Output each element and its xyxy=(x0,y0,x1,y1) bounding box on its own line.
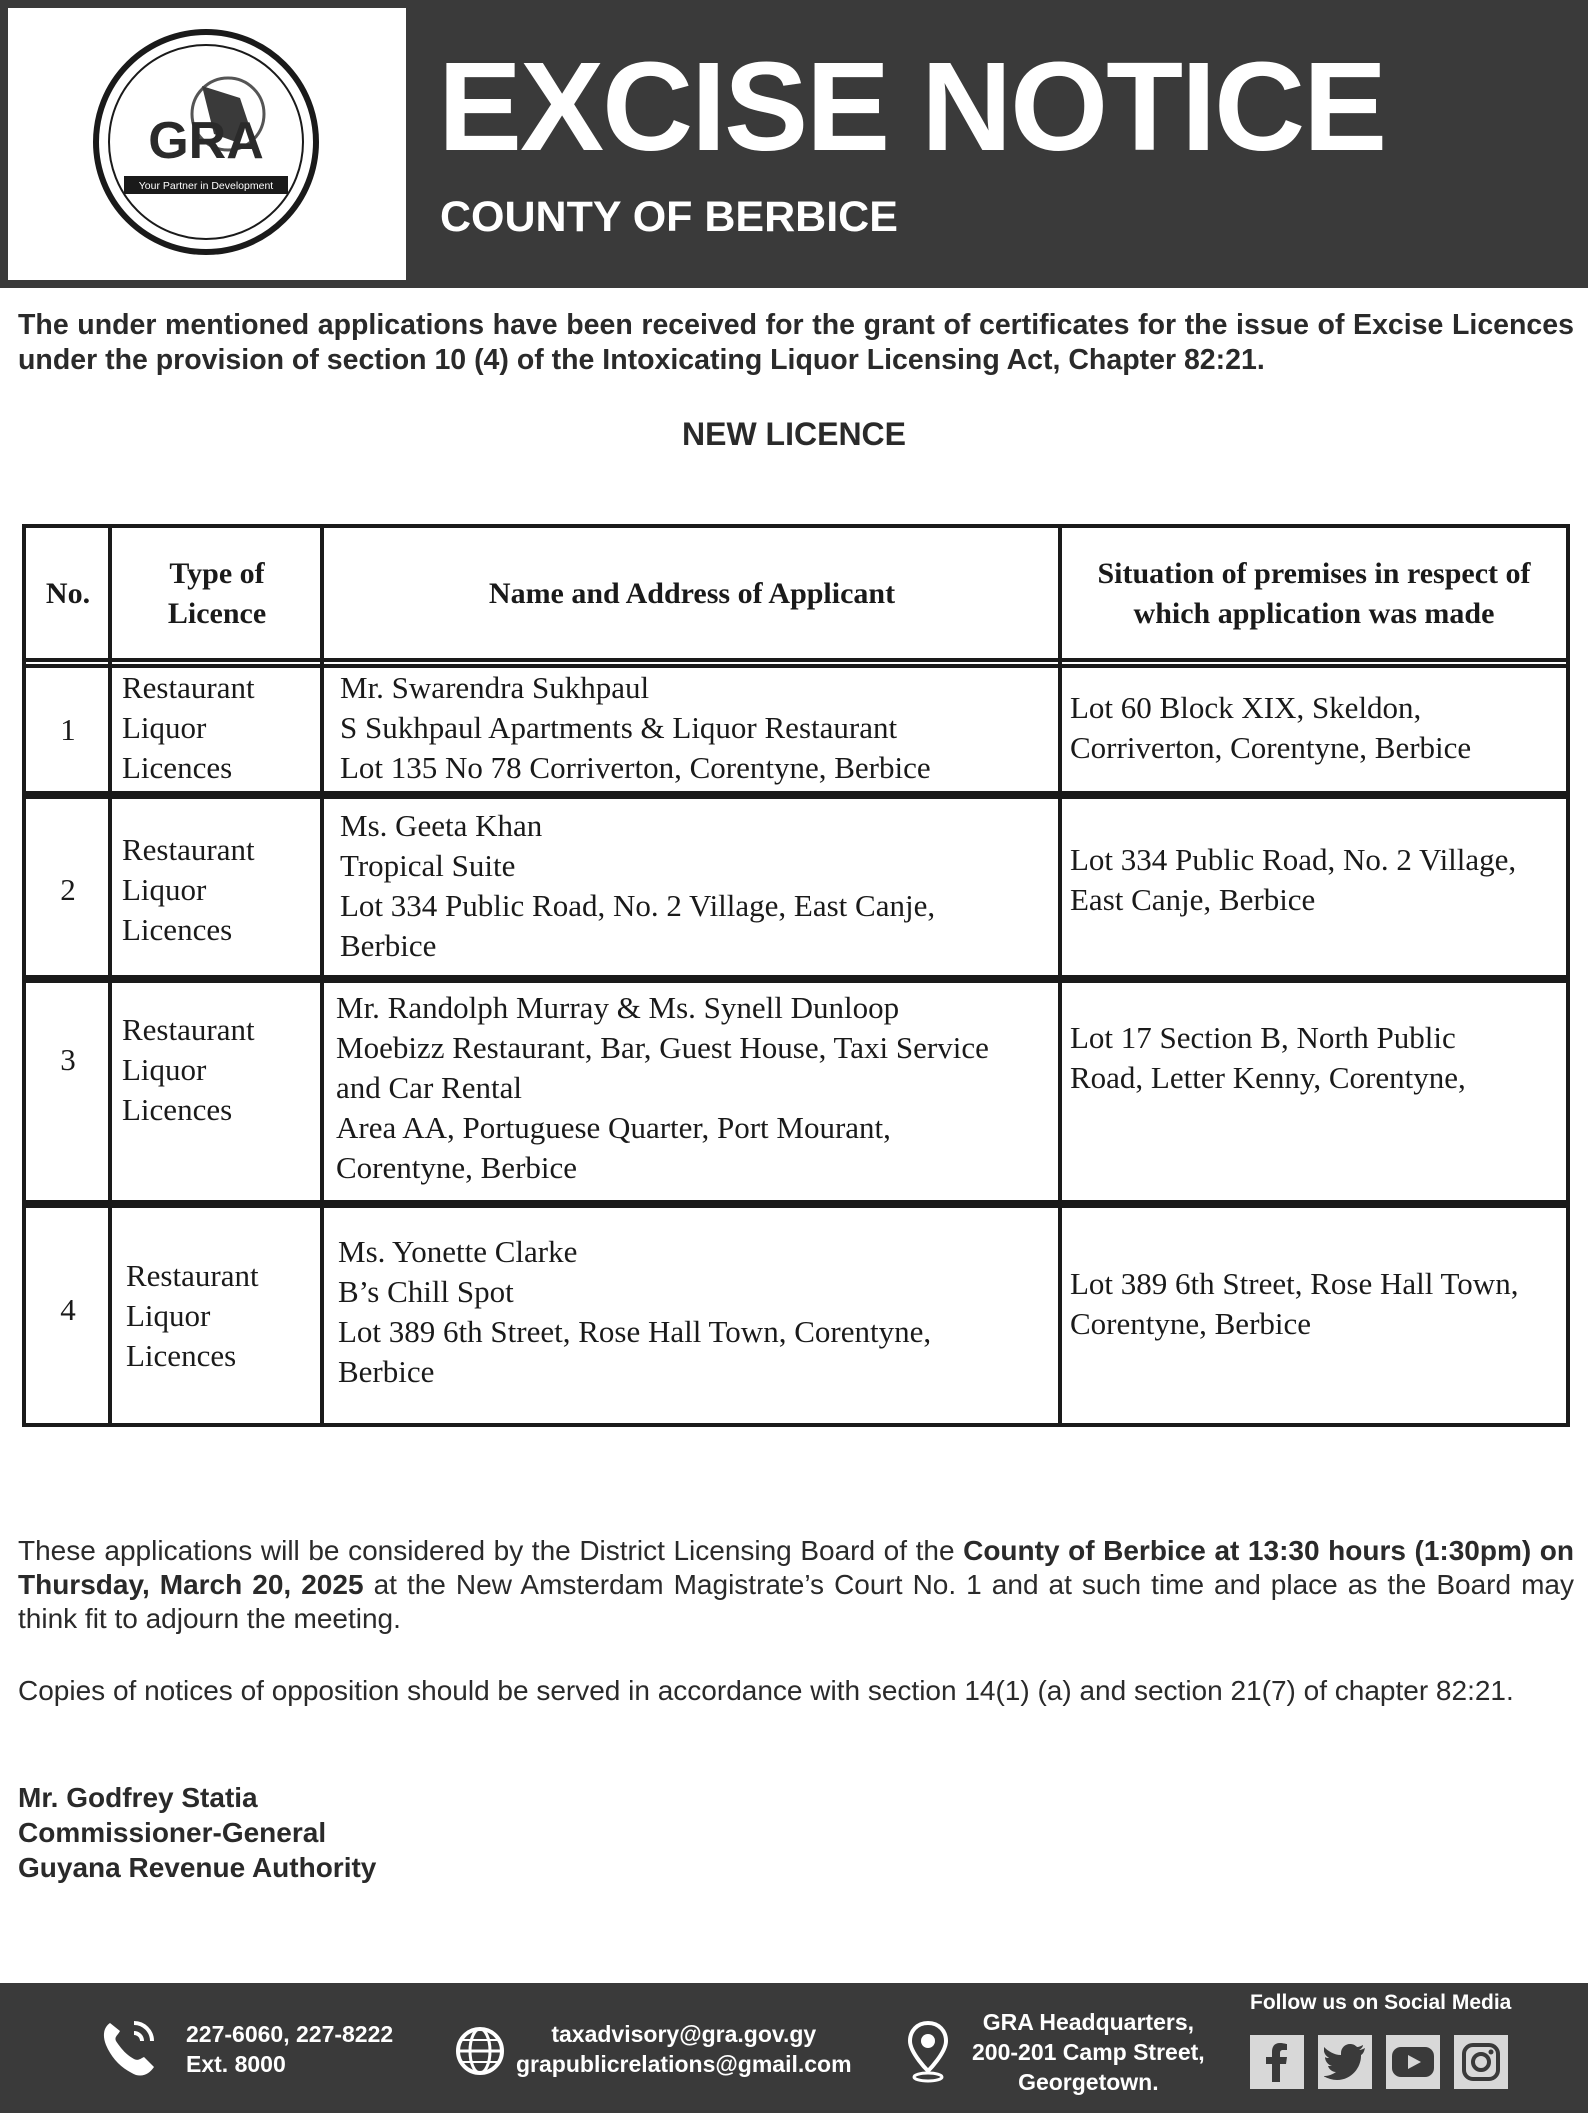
row-4-applicant-line: B’s Chill Spot xyxy=(338,1274,514,1309)
page-title: EXCISE NOTICE xyxy=(438,36,1386,177)
footer-address xyxy=(972,2007,1205,2097)
row-3-applicant-line: Moebizz Restaurant, Bar, Guest House, Taxi Service xyxy=(336,1030,989,1065)
row-3-applicant-line: and Car Rental xyxy=(336,1070,522,1105)
page-subtitle: COUNTY OF BERBICE xyxy=(440,193,898,241)
row-1-applicant-line: Lot 135 No 78 Corriverton, Corentyne, Berbice xyxy=(340,750,931,785)
instagram-icon[interactable] xyxy=(1454,2035,1508,2089)
row-4-applicant-line: Lot 389 6th Street, Rose Hall Town, Corentyne, xyxy=(338,1314,932,1349)
opposition-paragraph: Copies of notices of opposition should be served in accordance with section 14(1) (a) and section 21(7) of chapter 82:21. xyxy=(18,1675,1514,1706)
row-4-type-line: Liquor xyxy=(126,1298,211,1333)
row-3-applicant-line: Corentyne, Berbice xyxy=(336,1150,578,1185)
row-4-situation xyxy=(1070,1264,1518,1344)
row-1-applicant xyxy=(340,668,931,788)
row-2-applicant-line: Ms. Geeta Khan xyxy=(340,808,543,843)
row-4-type xyxy=(126,1256,259,1376)
row-3-situation-line: Lot 17 Section B, North Public xyxy=(1070,1020,1456,1055)
row-2-applicant-line: Lot 334 Public Road, No. 2 Village, East Canje, xyxy=(340,888,936,923)
phone-numbers: 227-6060, 227-8222 xyxy=(186,2021,394,2047)
intro-paragraph: The under mentioned applications have been received for the grant of certificates for the issue of Excise Licences under the provision of section 10 (4) of the Intoxicating Liquor Licensing Act, Chapter 82:21. xyxy=(18,309,1574,376)
hearing-text-2: at the New Amsterdam Magistrate’s Court No. 1 and at such time and place as the Board may think fit to adjourn the meeting. xyxy=(18,1569,1574,1634)
header-situation xyxy=(1062,528,1566,660)
row-2-situation xyxy=(1070,840,1516,920)
twitter-icon[interactable] xyxy=(1318,2035,1372,2089)
facebook-icon[interactable] xyxy=(1250,2035,1304,2089)
row-2-no: 2 xyxy=(60,872,76,907)
signatory-org: Guyana Revenue Authority xyxy=(18,1852,377,1883)
signatory-title: Commissioner-General xyxy=(18,1817,327,1848)
row-2-applicant-line: Berbice xyxy=(340,928,437,963)
section-heading: NEW LICENCE xyxy=(682,416,906,452)
header-banner xyxy=(0,0,1588,288)
row-1-situation-line: Corriverton, Corentyne, Berbice xyxy=(1070,730,1472,765)
row-1-situation xyxy=(1070,688,1471,768)
signature-block xyxy=(18,1780,376,1885)
header-type-line2: Licence xyxy=(167,597,267,630)
row-4-applicant-line: Ms. Yonette Clarke xyxy=(338,1234,578,1269)
hearing-date-bold: County of Berbice at 13:30 hours (1:30pm) on Thursday, March 20, 2025 xyxy=(18,1535,1574,1600)
header-situation-line2: which application was made xyxy=(1133,597,1495,630)
header-type xyxy=(112,528,322,660)
row-4-type-line: Licences xyxy=(126,1338,237,1373)
row-2-type xyxy=(122,830,255,950)
row-3-type-line: Licences xyxy=(122,1092,233,1127)
header-no: No. xyxy=(45,577,91,610)
hearing-text-1: These applications will be considered by the District Licensing Board of the xyxy=(18,1535,964,1566)
address-line-3: Georgetown. xyxy=(1018,2069,1159,2095)
phone-ext: Ext. 8000 xyxy=(186,2051,286,2077)
row-3-applicant xyxy=(336,988,989,1188)
row-1-no: 1 xyxy=(60,712,76,747)
row-1-applicant-line: Mr. Swarendra Sukhpaul xyxy=(340,670,650,705)
email-publicrelations[interactable]: grapublicrelations@gmail.com xyxy=(516,2051,852,2077)
logo-text: GRA xyxy=(148,112,264,170)
footer-phone xyxy=(186,2019,393,2079)
hearing-paragraph xyxy=(18,1534,1574,1636)
header-situation-line1: Situation of premises in respect of xyxy=(1097,557,1531,590)
address-line-1: GRA Headquarters, xyxy=(982,2009,1194,2035)
location-pin-icon xyxy=(906,2019,950,2083)
row-4-no: 4 xyxy=(60,1292,76,1327)
row-1-type-line: Licences xyxy=(122,750,233,785)
licence-table xyxy=(22,524,1570,1427)
row-4-situation-line: Lot 389 6th Street, Rose Hall Town, xyxy=(1070,1266,1519,1301)
row-2-type-line: Licences xyxy=(122,912,233,947)
address-line-2: 200-201 Camp Street, xyxy=(972,2039,1205,2065)
gra-logo xyxy=(90,26,322,258)
row-4-applicant-line: Berbice xyxy=(338,1354,435,1389)
signatory-name: Mr. Godfrey Statia xyxy=(18,1782,258,1813)
logo-panel xyxy=(8,8,406,280)
row-3-type-line: Restaurant xyxy=(122,1012,255,1047)
row-1-applicant-line: S Sukhpaul Apartments & Liquor Restaurant xyxy=(340,710,898,745)
social-media-title: Follow us on Social Media xyxy=(1250,1991,1512,2014)
header-name: Name and Address of Applicant xyxy=(488,577,896,610)
row-3-no: 3 xyxy=(60,1042,76,1077)
footer-email xyxy=(516,2019,852,2079)
row-3-situation-line: Road, Letter Kenny, Corentyne, xyxy=(1070,1060,1466,1095)
row-3-type xyxy=(122,1010,255,1130)
row-1-situation-line: Lot 60 Block XIX, Skeldon, xyxy=(1070,690,1422,725)
header-type-line1: Type of xyxy=(169,557,265,590)
row-4-applicant xyxy=(338,1232,931,1392)
footer-bar xyxy=(0,1983,1588,2113)
youtube-icon[interactable] xyxy=(1386,2035,1440,2089)
row-3-applicant-line: Mr. Randolph Murray & Ms. Synell Dunloop xyxy=(336,990,900,1025)
row-3-situation xyxy=(1070,1018,1466,1098)
phone-icon xyxy=(98,2015,160,2081)
row-1-type xyxy=(122,668,255,788)
row-4-situation-line: Corentyne, Berbice xyxy=(1070,1306,1312,1341)
row-4-type-line: Restaurant xyxy=(126,1258,259,1293)
row-2-applicant xyxy=(340,806,935,966)
row-2-situation-line: Lot 334 Public Road, No. 2 Village, xyxy=(1070,842,1517,877)
globe-email-icon xyxy=(454,2025,506,2077)
email-taxadvisory[interactable]: taxadvisory@gra.gov.gy xyxy=(551,2021,817,2047)
row-1-type-line: Liquor xyxy=(122,710,207,745)
logo-tagline: Your Partner in Development xyxy=(138,180,274,192)
row-3-applicant-line: Area AA, Portuguese Quarter, Port Mourant, xyxy=(336,1110,891,1145)
row-3-type-line: Liquor xyxy=(122,1052,207,1087)
row-2-type-line: Liquor xyxy=(122,872,207,907)
row-2-type-line: Restaurant xyxy=(122,832,255,867)
row-2-applicant-line: Tropical Suite xyxy=(340,848,516,883)
row-1-type-line: Restaurant xyxy=(122,670,255,705)
row-2-situation-line: East Canje, Berbice xyxy=(1070,882,1316,917)
